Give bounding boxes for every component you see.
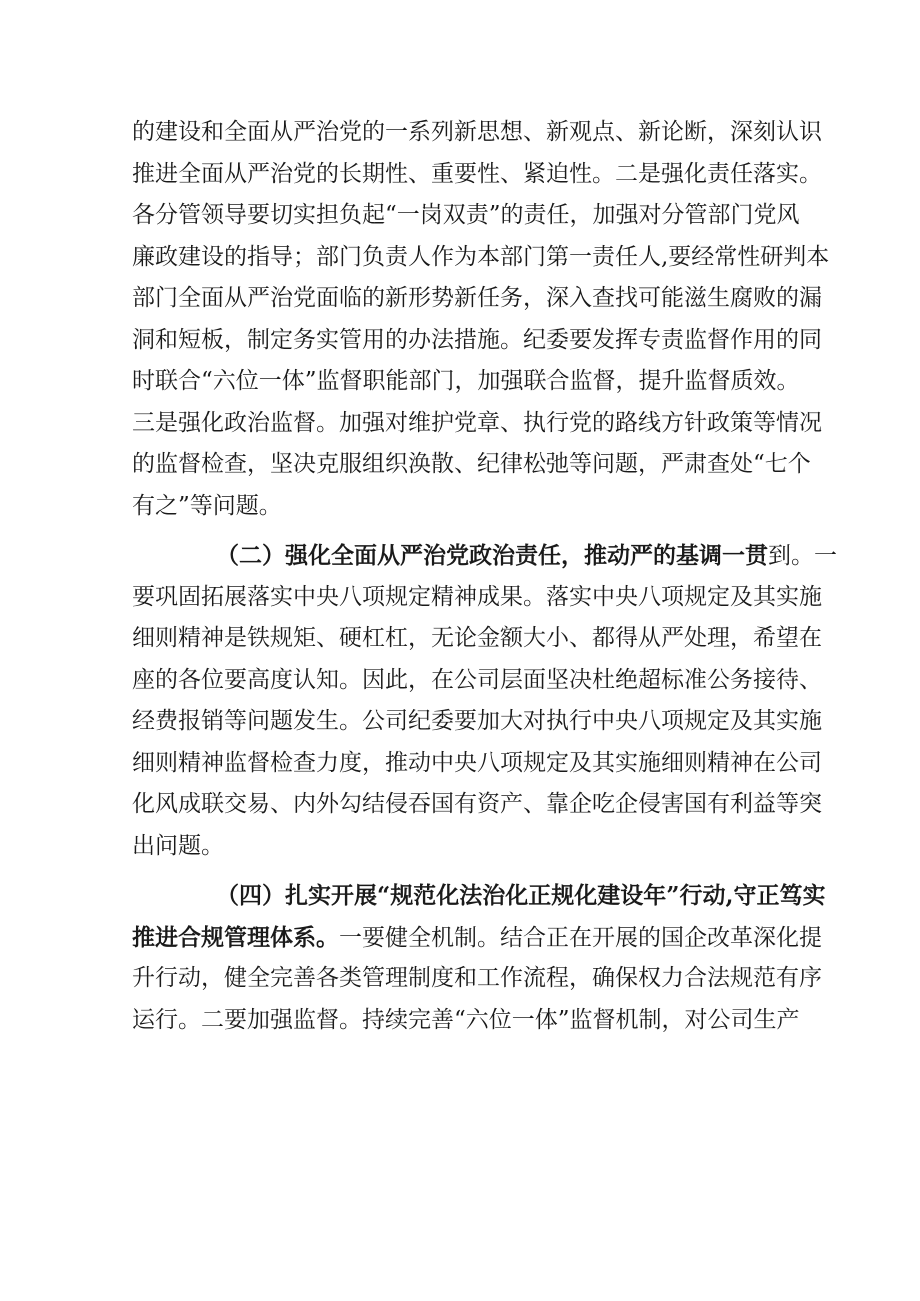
paragraph-line: 有之”等问题。 bbox=[132, 492, 282, 519]
heading-tail: 到。一 bbox=[768, 543, 837, 569]
section-heading-line bbox=[132, 535, 837, 577]
section-heading-line bbox=[132, 917, 822, 959]
heading-tail: 一要健全机制。结合正在开展的国企改革深化提 bbox=[339, 924, 822, 951]
paragraph-line: 出问题。 bbox=[132, 832, 224, 859]
paragraph-2 bbox=[132, 535, 837, 867]
paragraph-line: 时联合“六位一体”监督职能部门，加强联合监督，提升监督质效。 bbox=[132, 368, 800, 394]
paragraph-line: 要巩固拓展落实中央八项规定精神成果。落实中央八项规定及其实施 bbox=[132, 583, 822, 610]
paragraph-line: 经费报销等问题发生。公司纪委要加大对执行中央八项规定及其实施 bbox=[132, 708, 822, 734]
paragraph-line: 推进全面从严治党的长期性、重要性、紧迫性。二是强化责任落实。 bbox=[132, 160, 822, 187]
paragraph-line: 的监督检查，坚决克服组织涣散、纪律松弛等问题，严肃查处“七个 bbox=[132, 451, 811, 477]
section-heading-continued: 推进合规管理体系。 bbox=[132, 923, 339, 951]
paragraph-line: 三是强化政治监督。加强对维护党章、执行党的路线方针政策等情况 bbox=[132, 409, 822, 436]
paragraph-line: 细则精神监督检查力度，推动中央八项规定及其实施细则精神在公司 bbox=[132, 749, 822, 776]
paragraph-line: 运行。二要加强监督。持续完善“六位一体”监督机制，对公司生产 bbox=[132, 1006, 800, 1033]
paragraph-line: 细则精神是铁规矩、硬杠杠，无论金额大小、都得从严处理，希望在 bbox=[132, 625, 822, 651]
paragraph-3 bbox=[132, 875, 826, 1041]
paragraph-line: 升行动，健全完善各类管理制度和工作流程，确保权力合法规范有序 bbox=[132, 965, 822, 991]
section-heading: （四）扎实开展“规范化法治化正规化建设年”行动,守正笃实 bbox=[216, 882, 826, 909]
paragraph-line: 的建设和全面从严治党的一系列新思想、新观点、新论断，深刻认识 bbox=[132, 119, 822, 145]
paragraph-line: 座的各位要高度认知。因此，在公司层面坚决杜绝超标准公务接待、 bbox=[132, 666, 822, 693]
paragraph-line: 部门全面从严治党面临的新形势新任务，深入查找可能滋生腐败的漏 bbox=[132, 285, 822, 311]
paragraph-1 bbox=[132, 112, 830, 527]
section-heading: （二）强化全面从严治党政治责任，推动严的基调一贯 bbox=[216, 542, 768, 569]
paragraph-line: 洞和短板，制定务实管用的办法措施。纪委要发挥专责监督作用的同 bbox=[132, 326, 822, 353]
document-body bbox=[132, 112, 837, 1041]
paragraph-line: 廉政建设的指导；部门负责人作为本部门第一责任人,要经常性研判本 bbox=[132, 243, 830, 270]
paragraph-line: 各分管领导要切实担负起“一岗双责”的责任，加强对分管部门党风 bbox=[132, 202, 800, 228]
paragraph-line: 化风成联交易、内外勾结侵吞国有资产、靠企吃企侵害国有利益等突 bbox=[132, 791, 822, 817]
